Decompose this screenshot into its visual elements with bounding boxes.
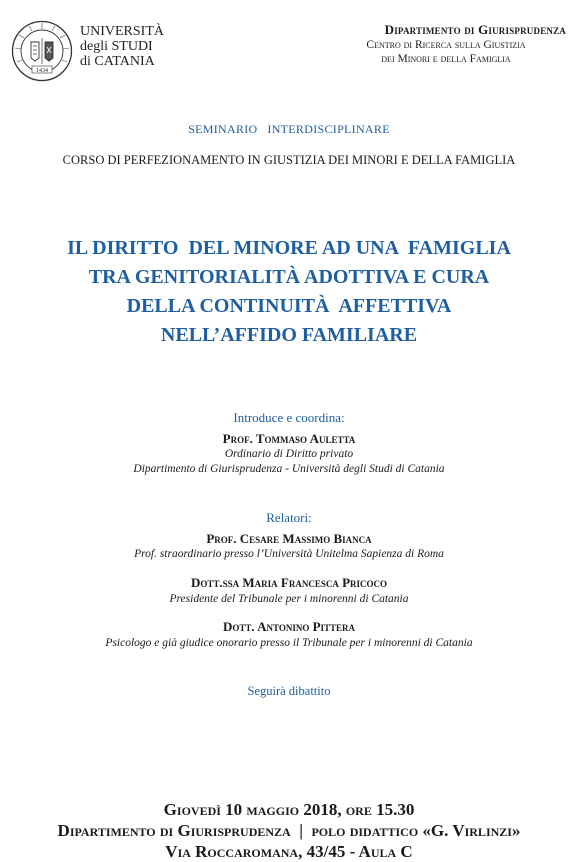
coordinator-role: Ordinario di Diritto privato	[224, 448, 354, 460]
university-name-line1: UNIVERSITÀ	[80, 24, 164, 39]
event-venue: Dipartimento di Giurisprudenza | polo didattico «G. Virlinzi»	[57, 821, 521, 840]
department-header	[286, 22, 566, 66]
speaker-name: Prof. Cesare Massimo Bianca	[206, 531, 372, 546]
seal-icon	[11, 20, 73, 82]
event-title-line: DELLA CONTINUITÀ AFFETTIVA	[126, 295, 452, 317]
event-title-line: TRA GENITORIALITÀ ADOTTIVA E CURA	[88, 266, 490, 288]
coordinator-affiliation: Dipartimento di Giurisprudenza - Università degli Studi di Catania	[133, 463, 445, 475]
event-date-time: Giovedì 10 maggio 2018, ore 15.30	[163, 800, 415, 819]
speakers-label: Relatori:	[266, 510, 312, 525]
event-title	[0, 234, 578, 350]
intro-label: Introduce e coordina:	[233, 410, 345, 425]
event-title-line: IL DIRITTO DEL MINORE AD UNA FAMIGLIA	[67, 237, 511, 259]
department-title: Dipartimento di Giurisprudenza	[384, 22, 566, 37]
speaker-role: Prof. straordinario presso l’Università Unitelma Sapienza di Roma	[134, 548, 444, 560]
university-name-line3: di CATANIA	[80, 54, 155, 69]
university-name	[80, 24, 200, 69]
research-center-line1: Centro di Ricerca sulla Giustizia	[366, 39, 526, 51]
university-seal-logo	[11, 20, 73, 82]
seminar-label: SEMINARIO INTERDISCIPLINARE	[188, 122, 390, 136]
debate-note: Seguirà dibattito	[247, 684, 331, 698]
coordinator-name: Prof. Tommaso Auletta	[222, 431, 356, 446]
speaker-role: Psicologo e già giudice onorario presso il Tribunale per i minorenni di Catania	[105, 637, 473, 649]
speaker-name: Dott. Antonino Pittera	[222, 619, 356, 634]
course-title: CORSO DI PERFEZIONAMENTO IN GIUSTIZIA DEI MINORI E DELLA FAMIGLIA	[62, 153, 516, 167]
research-center-line2: dei Minori e della Famiglia	[381, 53, 511, 65]
event-details-footer	[0, 799, 578, 862]
speaker-name: Dott.ssa Maria Francesca Pricoco	[190, 575, 388, 590]
svg-text:1434: 1434	[36, 68, 48, 74]
event-address: Via Roccaromana, 43/45 - Aula C	[165, 842, 413, 861]
event-title-line: NELL’AFFIDO FAMILIARE	[160, 324, 418, 346]
speaker-role: Presidente del Tribunale per i minorenni di Catania	[169, 593, 409, 605]
university-name-line2: degli STUDI	[80, 39, 153, 54]
